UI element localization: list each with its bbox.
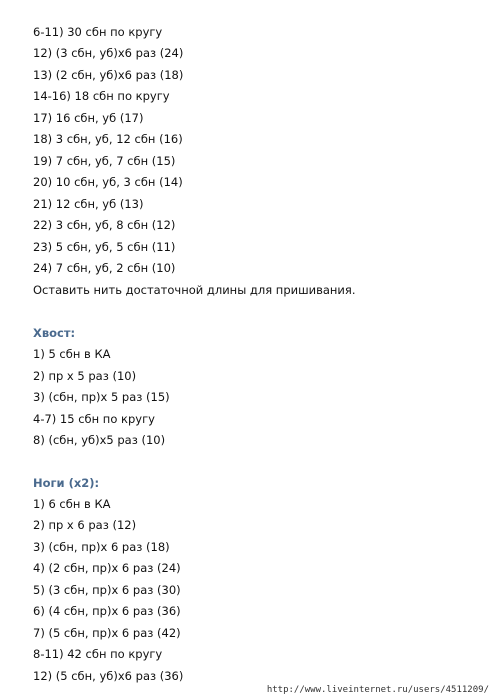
pattern-row: 18) 3 сбн, уб, 12 сбн (16) — [33, 132, 183, 146]
pattern-row: 22) 3 сбн, уб, 8 сбн (12) — [33, 218, 176, 232]
pattern-row: 14-16) 18 сбн по кругу — [33, 89, 170, 103]
pattern-row: 23) 5 сбн, уб, 5 сбн (11) — [33, 240, 176, 254]
pattern-row: 3) (сбн, пр)х 6 раз (18) — [33, 540, 170, 554]
pattern-row: 2) пр х 5 раз (10) — [33, 369, 137, 383]
pattern-row: 3) (сбн, пр)х 5 раз (15) — [33, 390, 170, 404]
pattern-row: 19) 7 сбн, уб, 7 сбн (15) — [33, 154, 176, 168]
pattern-row: 5) (3 сбн, пр)х 6 раз (30) — [33, 583, 181, 597]
pattern-row: 13) (2 сбн, уб)х6 раз (18) — [33, 68, 184, 82]
pattern-row: 6) (4 сбн, пр)х 6 раз (36) — [33, 604, 181, 618]
pattern-row: 12) (3 сбн, уб)х6 раз (24) — [33, 46, 184, 60]
pattern-row: 8-11) 42 сбн по кругу — [33, 647, 163, 661]
pattern-row: 8) (сбн, уб)х5 раз (10) — [33, 433, 166, 447]
legs-heading: Ноги (х2): — [33, 476, 100, 490]
pattern-row: 6-11) 30 сбн по кругу — [33, 25, 163, 39]
tail-heading: Хвост: — [33, 326, 76, 340]
pattern-row: 7) (5 сбн, пр)х 6 раз (42) — [33, 626, 181, 640]
pattern-row: 1) 5 сбн в КА — [33, 347, 111, 361]
pattern-row: 4-7) 15 сбн по кругу — [33, 412, 155, 426]
pattern-row: 17) 16 сбн, уб (17) — [33, 111, 144, 125]
source-url-watermark: http://www.liveinternet.ru/users/4511209/ — [266, 685, 489, 695]
pattern-row: 2) пр х 6 раз (12) — [33, 518, 137, 532]
pattern-row: 24) 7 сбн, уб, 2 сбн (10) — [33, 261, 176, 275]
pattern-row: 12) (5 сбн, уб)х6 раз (36) — [33, 669, 184, 683]
finishing-note: Оставить нить достаточной длины для пришивания. — [33, 283, 356, 297]
pattern-row: 20) 10 сбн, уб, 3 сбн (14) — [33, 175, 183, 189]
pattern-row: 21) 12 сбн, уб (13) — [33, 197, 144, 211]
pattern-row: 1) 6 сбн в КА — [33, 497, 111, 511]
pattern-row: 4) (2 сбн, пр)х 6 раз (24) — [33, 561, 181, 575]
